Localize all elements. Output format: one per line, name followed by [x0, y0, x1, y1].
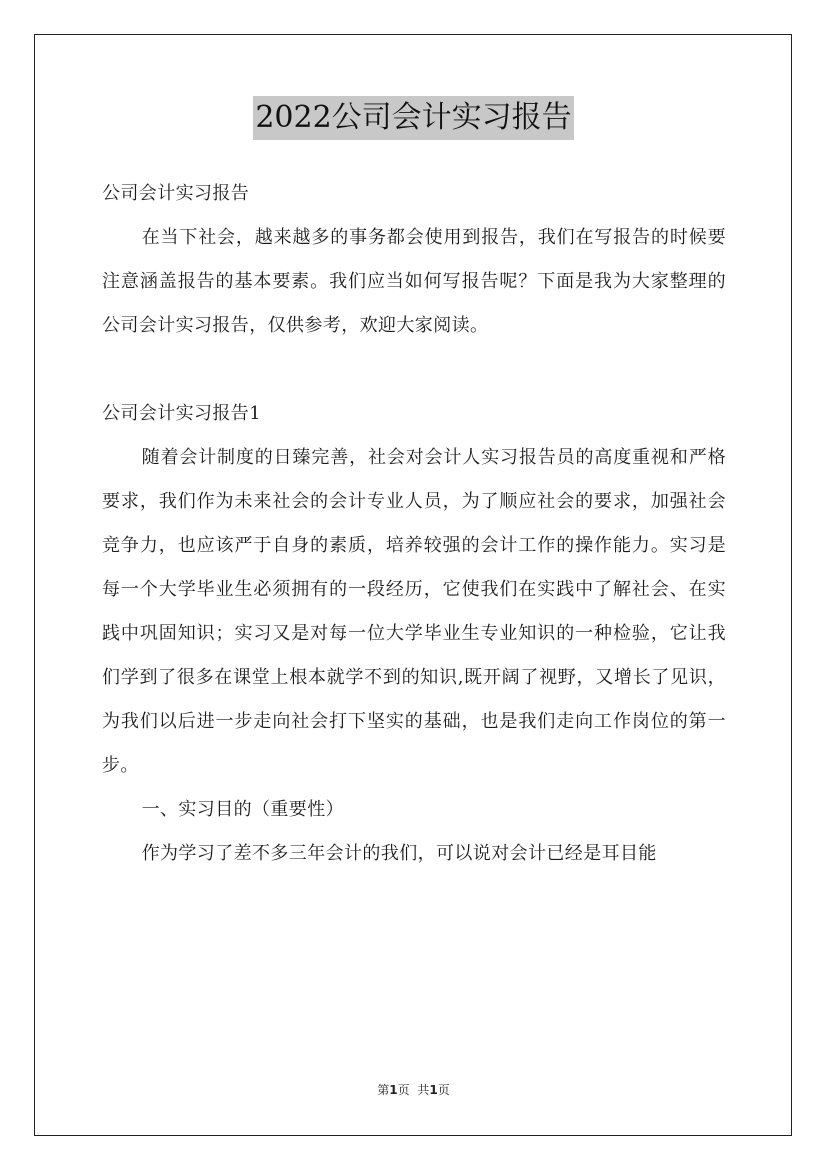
- page-suffix: 页: [397, 1083, 410, 1097]
- document-title: 2022公司会计实习报告: [253, 96, 573, 140]
- total-prefix: 共: [417, 1083, 430, 1097]
- total-pages: 1: [429, 1083, 438, 1097]
- intro-heading: 公司会计实习报告: [102, 183, 250, 204]
- document-body: [102, 172, 726, 876]
- page-footer: [0, 1081, 827, 1098]
- blank-line: [102, 348, 726, 392]
- subheading-purpose: 一、实习目的（重要性）: [141, 799, 344, 820]
- paragraph-last: 作为学习了差不多三年会计的我们，可以说对会计已经是耳目能: [141, 843, 657, 864]
- section-heading-1: 公司会计实习报告1: [102, 403, 262, 424]
- page-prefix: 第: [377, 1083, 390, 1097]
- total-suffix: 页: [437, 1083, 450, 1097]
- page-number: 1: [389, 1083, 398, 1097]
- section-paragraph-1: 随着会计制度的日臻完善，社会对会计人实习报告员的高度重视和严格要求，我们作为未来社会的会计专业人员，为了顺应社会的要求，加强社会竞争力，也应该严于自身的素质，培养较强的会计工作的操作能力。实习是每一个大学毕业生必须拥有的一段经历，它使我们在实践中了解社会、在实践中巩固知识；实习又是对每一位大学毕业生专业知识的一种检验，它让我们学到了很多在课堂上根本就学不到的知识,既开阔了视野，又增长了见识，为我们以后进一步走向社会打下坚实的基础，也是我们走向工作岗位的第一步。: [102, 447, 726, 776]
- intro-paragraph: 在当下社会，越来越多的事务都会使用到报告，我们在写报告的时候要注意涵盖报告的基本要素。我们应当如何写报告呢？下面是我为大家整理的公司会计实习报告，仅供参考，欢迎大家阅读。: [102, 227, 726, 336]
- title-container: [0, 96, 827, 140]
